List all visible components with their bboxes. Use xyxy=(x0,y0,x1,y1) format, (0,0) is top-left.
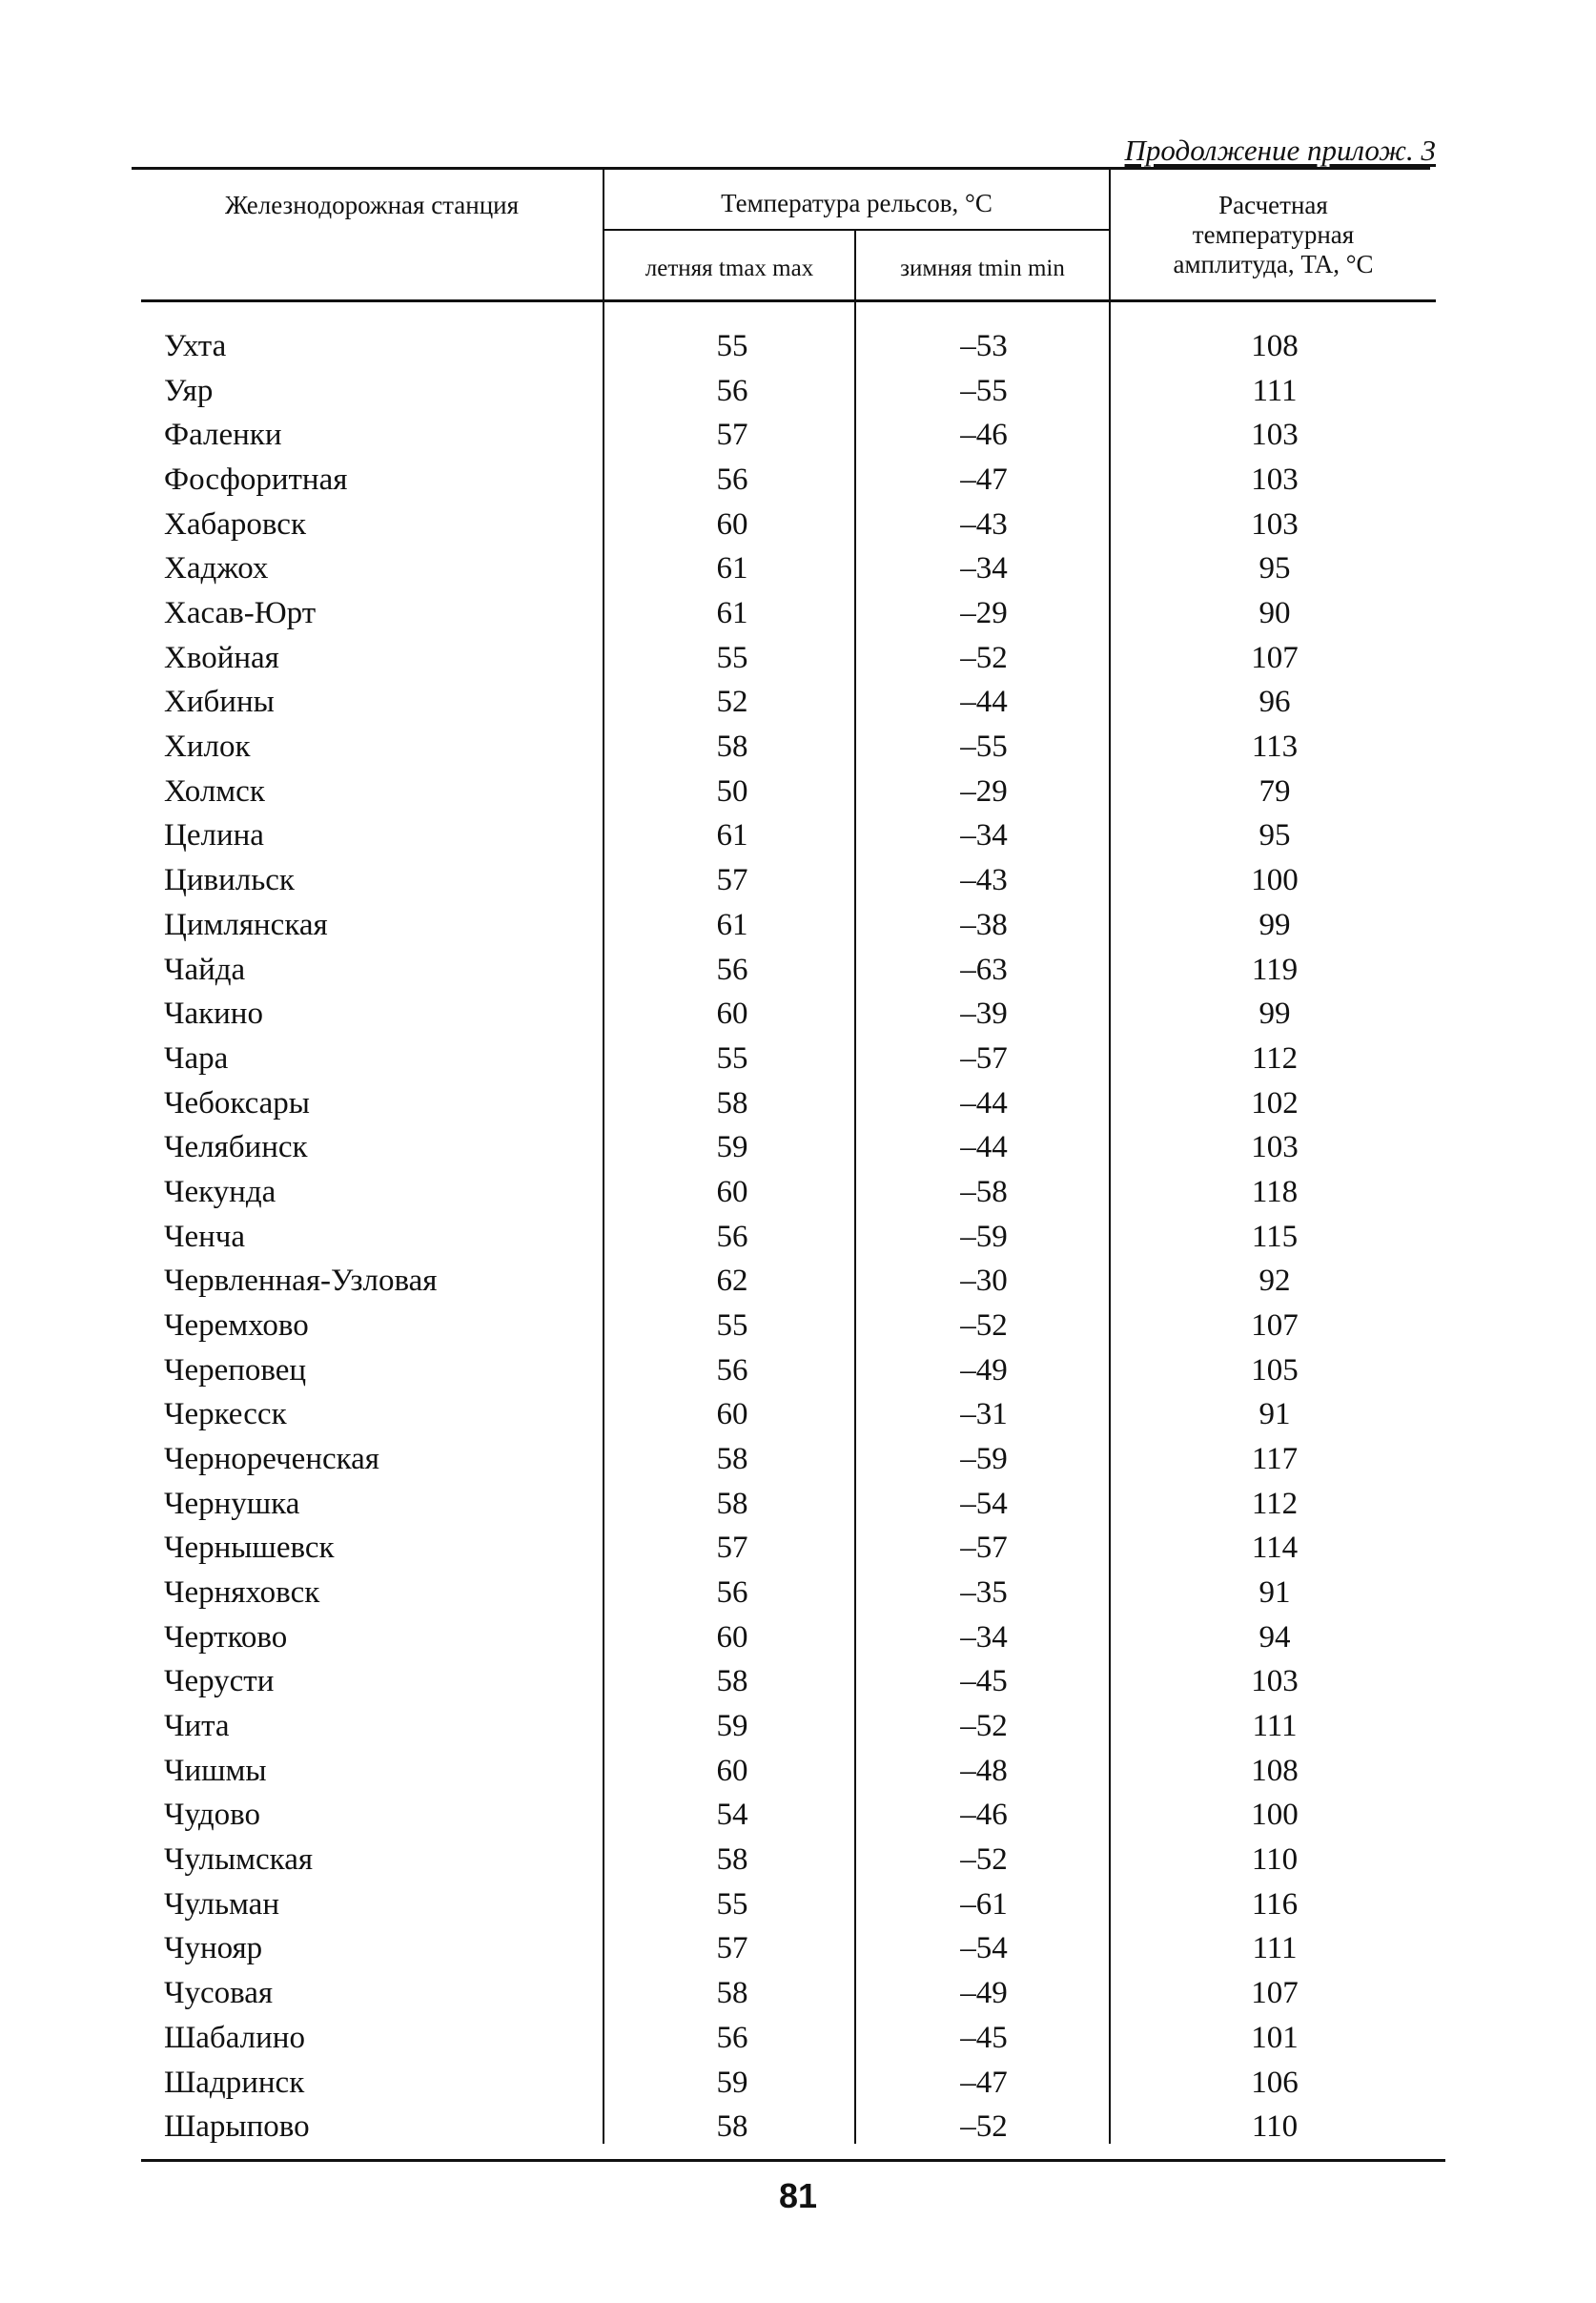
winter-temp-cell: –57 xyxy=(960,1040,1008,1076)
station-name-cell: Червленная-Узловая xyxy=(164,1264,438,1299)
station-name-cell: Хибины xyxy=(164,685,275,720)
table-row xyxy=(0,1793,1596,1838)
station-name-cell: Фосфоритная xyxy=(164,463,348,498)
winter-temp-cell: –61 xyxy=(960,1886,1008,1922)
station-name-cell: Черняховск xyxy=(164,1575,320,1611)
amplitude-cell: 117 xyxy=(1251,1442,1299,1476)
amplitude-cell: 103 xyxy=(1251,506,1299,542)
winter-temp-cell: –63 xyxy=(960,952,1008,987)
winter-temp-cell: –39 xyxy=(960,997,1008,1032)
header-rail-temperature: Температура рельсов, °С xyxy=(721,189,992,217)
winter-temp-cell: –44 xyxy=(960,685,1008,720)
table-bottom-rule xyxy=(141,2159,1445,2162)
station-name-cell: Шарыпово xyxy=(164,2109,310,2145)
table-row xyxy=(0,1659,1596,1704)
summer-temp-cell: 60 xyxy=(716,1619,748,1655)
amplitude-cell: 116 xyxy=(1251,1886,1299,1922)
amplitude-cell: 91 xyxy=(1258,1397,1291,1432)
station-name-cell: Чернореченская xyxy=(164,1442,379,1476)
summer-temp-cell: 62 xyxy=(716,1264,748,1299)
station-name-cell: Цимлянская xyxy=(164,907,328,942)
amplitude-cell: 95 xyxy=(1258,818,1291,853)
station-name-cell: Хаджох xyxy=(164,551,269,586)
amplitude-cell: 100 xyxy=(1251,863,1299,898)
station-name-cell: Чернушка xyxy=(164,1486,300,1521)
summer-temp-cell: 56 xyxy=(716,1219,748,1254)
winter-temp-cell: –47 xyxy=(960,463,1008,498)
amplitude-cell: 108 xyxy=(1251,1753,1299,1788)
winter-temp-cell: –57 xyxy=(960,1531,1008,1566)
amplitude-cell: 112 xyxy=(1251,1486,1299,1521)
summer-temp-cell: 58 xyxy=(716,1976,748,2011)
table-row xyxy=(0,369,1596,414)
summer-temp-cell: 56 xyxy=(716,463,748,498)
winter-temp-cell: –52 xyxy=(960,1842,1008,1878)
table-row xyxy=(0,770,1596,814)
summer-temp-cell: 59 xyxy=(716,1130,748,1165)
header-station: Железнодорожная станция xyxy=(224,191,520,219)
table-row xyxy=(0,1704,1596,1749)
table-row xyxy=(0,858,1596,903)
header-amplitude-line2: температурная xyxy=(1192,220,1355,250)
table-row xyxy=(0,1526,1596,1571)
table-row xyxy=(0,458,1596,503)
winter-temp-cell: –52 xyxy=(960,640,1008,675)
table-row xyxy=(0,1838,1596,1882)
summer-temp-cell: 57 xyxy=(716,418,748,453)
header-amplitude xyxy=(1111,191,1436,279)
amplitude-cell: 103 xyxy=(1251,1130,1299,1165)
summer-temp-cell: 61 xyxy=(716,907,748,942)
amplitude-cell: 108 xyxy=(1251,329,1299,363)
station-name-cell: Ченча xyxy=(164,1219,245,1254)
amplitude-cell: 79 xyxy=(1258,773,1291,809)
station-name-cell: Черкесск xyxy=(164,1397,287,1432)
amplitude-cell: 94 xyxy=(1258,1619,1291,1655)
winter-temp-cell: –54 xyxy=(960,1931,1008,1966)
summer-temp-cell: 59 xyxy=(716,2065,748,2100)
amplitude-cell: 110 xyxy=(1251,2109,1299,2145)
amplitude-cell: 105 xyxy=(1251,1352,1299,1388)
station-name-cell: Чульман xyxy=(164,1886,279,1922)
station-name-cell: Чертково xyxy=(164,1619,288,1655)
summer-temp-cell: 55 xyxy=(716,640,748,675)
station-name-cell: Черусти xyxy=(164,1664,275,1699)
station-name-cell: Чулымская xyxy=(164,1842,314,1878)
summer-temp-cell: 60 xyxy=(716,1753,748,1788)
summer-temp-cell: 56 xyxy=(716,1575,748,1611)
table-row xyxy=(0,1482,1596,1527)
summer-temp-cell: 52 xyxy=(716,685,748,720)
summer-temp-cell: 58 xyxy=(716,1085,748,1121)
winter-temp-cell: –52 xyxy=(960,1709,1008,1744)
station-name-cell: Челябинск xyxy=(164,1130,308,1165)
table-row xyxy=(0,1081,1596,1126)
summer-temp-cell: 55 xyxy=(716,329,748,363)
header-winter-label: зимняя tmin min xyxy=(900,256,1065,281)
summer-temp-cell: 58 xyxy=(716,2109,748,2145)
table-row xyxy=(0,1971,1596,2016)
table-header-rule xyxy=(141,299,1436,302)
table-row xyxy=(0,1304,1596,1348)
header-subrule xyxy=(603,229,1111,231)
station-name-cell: Шадринск xyxy=(164,2065,305,2100)
table-row xyxy=(0,992,1596,1037)
table-row xyxy=(0,813,1596,858)
winter-temp-cell: –53 xyxy=(960,329,1008,363)
table-row xyxy=(0,948,1596,993)
winter-temp-cell: –29 xyxy=(960,773,1008,809)
summer-temp-cell: 57 xyxy=(716,863,748,898)
station-name-cell: Цивильск xyxy=(164,863,295,898)
amplitude-cell: 101 xyxy=(1251,2020,1299,2055)
table-row xyxy=(0,503,1596,547)
amplitude-cell: 92 xyxy=(1258,1264,1291,1299)
summer-temp-cell: 61 xyxy=(716,818,748,853)
winter-temp-cell: –34 xyxy=(960,551,1008,586)
station-name-cell: Чернышевск xyxy=(164,1531,335,1566)
amplitude-cell: 113 xyxy=(1251,730,1299,765)
amplitude-cell: 114 xyxy=(1251,1531,1299,1566)
header-summer xyxy=(604,256,854,283)
amplitude-cell: 115 xyxy=(1251,1219,1299,1254)
table-row xyxy=(0,591,1596,636)
summer-temp-cell: 56 xyxy=(716,952,748,987)
amplitude-cell: 107 xyxy=(1251,1307,1299,1343)
summer-temp-cell: 61 xyxy=(716,551,748,586)
summer-temp-cell: 60 xyxy=(716,997,748,1032)
table-row xyxy=(0,1926,1596,1971)
winter-temp-cell: –54 xyxy=(960,1486,1008,1521)
amplitude-cell: 103 xyxy=(1251,418,1299,453)
winter-temp-cell: –31 xyxy=(960,1397,1008,1432)
table-row xyxy=(0,1037,1596,1081)
station-name-cell: Чита xyxy=(164,1709,230,1744)
amplitude-cell: 95 xyxy=(1258,551,1291,586)
station-name-cell: Чебоксары xyxy=(164,1085,310,1121)
table-row xyxy=(0,1437,1596,1482)
summer-temp-cell: 55 xyxy=(716,1886,748,1922)
amplitude-cell: 91 xyxy=(1258,1575,1291,1611)
winter-temp-cell: –45 xyxy=(960,1664,1008,1699)
winter-temp-cell: –35 xyxy=(960,1575,1008,1611)
station-name-cell: Целина xyxy=(164,818,264,853)
station-name-cell: Черемхово xyxy=(164,1307,309,1343)
station-name-cell: Хвойная xyxy=(164,640,279,675)
station-name-cell: Уяр xyxy=(164,373,214,408)
summer-temp-cell: 56 xyxy=(716,373,748,408)
table-row xyxy=(0,1348,1596,1393)
table-row xyxy=(0,903,1596,948)
winter-temp-cell: –49 xyxy=(960,1976,1008,2011)
winter-temp-cell: –34 xyxy=(960,1619,1008,1655)
summer-temp-cell: 56 xyxy=(716,2020,748,2055)
table-row xyxy=(0,2105,1596,2149)
winter-temp-cell: –59 xyxy=(960,1219,1008,1254)
winter-temp-cell: –45 xyxy=(960,2020,1008,2055)
station-name-cell: Ухта xyxy=(164,329,227,363)
amplitude-cell: 99 xyxy=(1258,997,1291,1032)
station-name-cell: Чакино xyxy=(164,997,263,1032)
table-top-rule xyxy=(132,167,1430,170)
station-name-cell: Чара xyxy=(164,1040,229,1076)
station-name-cell: Шабалино xyxy=(164,2020,305,2055)
amplitude-cell: 106 xyxy=(1251,2065,1299,2100)
summer-temp-cell: 50 xyxy=(716,773,748,809)
station-name-cell: Фаленки xyxy=(164,418,282,453)
winter-temp-cell: –58 xyxy=(960,1174,1008,1209)
amplitude-cell: 107 xyxy=(1251,640,1299,675)
header-amplitude-line1: Расчетная xyxy=(1218,191,1328,219)
winter-temp-cell: –48 xyxy=(960,1753,1008,1788)
table-row xyxy=(0,1215,1596,1260)
amplitude-cell: 90 xyxy=(1258,596,1291,631)
page-number: 81 xyxy=(778,2176,818,2215)
table-row xyxy=(0,1571,1596,1615)
table-row xyxy=(0,2016,1596,2061)
station-name-cell: Хабаровск xyxy=(164,506,306,542)
summer-temp-cell: 58 xyxy=(716,1664,748,1699)
amplitude-cell: 119 xyxy=(1251,952,1299,987)
continuation-caption: Продолжение прилож. 3 xyxy=(1124,134,1436,167)
summer-temp-cell: 59 xyxy=(716,1709,748,1744)
summer-temp-cell: 60 xyxy=(716,1174,748,1209)
summer-temp-cell: 58 xyxy=(716,1842,748,1878)
header-winter xyxy=(856,256,1109,283)
amplitude-cell: 107 xyxy=(1251,1976,1299,2011)
station-name-cell: Чайда xyxy=(164,952,246,987)
winter-temp-cell: –44 xyxy=(960,1085,1008,1121)
winter-temp-cell: –43 xyxy=(960,506,1008,542)
winter-temp-cell: –55 xyxy=(960,730,1008,765)
table-row xyxy=(0,1392,1596,1437)
station-name-cell: Чишмы xyxy=(164,1753,267,1788)
table-row xyxy=(0,680,1596,725)
amplitude-cell: 118 xyxy=(1251,1174,1299,1209)
amplitude-cell: 102 xyxy=(1251,1085,1299,1121)
summer-temp-cell: 58 xyxy=(716,1486,748,1521)
summer-temp-cell: 60 xyxy=(716,506,748,542)
table-row xyxy=(0,413,1596,458)
table-row xyxy=(0,324,1596,369)
header-amplitude-line3: амплитуда, TA, °С xyxy=(1173,250,1374,279)
winter-temp-cell: –43 xyxy=(960,863,1008,898)
amplitude-cell: 111 xyxy=(1252,1931,1298,1966)
table-row xyxy=(0,1125,1596,1170)
amplitude-cell: 99 xyxy=(1258,907,1291,942)
summer-temp-cell: 60 xyxy=(716,1397,748,1432)
table-row xyxy=(0,1259,1596,1304)
station-name-cell: Хасав-Юрт xyxy=(164,596,317,631)
winter-temp-cell: –49 xyxy=(960,1352,1008,1388)
summer-temp-cell: 58 xyxy=(716,730,748,765)
winter-temp-cell: –30 xyxy=(960,1264,1008,1299)
winter-temp-cell: –29 xyxy=(960,596,1008,631)
winter-temp-cell: –52 xyxy=(960,2109,1008,2145)
winter-temp-cell: –47 xyxy=(960,2065,1008,2100)
winter-temp-cell: –46 xyxy=(960,418,1008,453)
table-row xyxy=(0,1615,1596,1660)
summer-temp-cell: 57 xyxy=(716,1931,748,1966)
amplitude-cell: 111 xyxy=(1252,373,1298,408)
station-name-cell: Череповец xyxy=(164,1352,307,1388)
amplitude-cell: 110 xyxy=(1251,1842,1299,1878)
summer-temp-cell: 54 xyxy=(716,1798,748,1833)
summer-temp-cell: 55 xyxy=(716,1307,748,1343)
winter-temp-cell: –38 xyxy=(960,907,1008,942)
amplitude-cell: 103 xyxy=(1251,463,1299,498)
station-name-cell: Чекунда xyxy=(164,1174,276,1209)
winter-temp-cell: –55 xyxy=(960,373,1008,408)
amplitude-cell: 103 xyxy=(1251,1664,1299,1699)
amplitude-cell: 112 xyxy=(1251,1040,1299,1076)
amplitude-cell: 111 xyxy=(1252,1709,1298,1744)
table-row xyxy=(0,1749,1596,1794)
table-row xyxy=(0,725,1596,770)
winter-temp-cell: –44 xyxy=(960,1130,1008,1165)
table-row xyxy=(0,546,1596,591)
amplitude-cell: 96 xyxy=(1258,685,1291,720)
station-name-cell: Хилок xyxy=(164,730,251,765)
header-summer-label: летняя tmax max xyxy=(645,256,814,281)
station-name-cell: Холмск xyxy=(164,773,265,809)
summer-temp-cell: 58 xyxy=(716,1442,748,1476)
summer-temp-cell: 61 xyxy=(716,596,748,631)
winter-temp-cell: –46 xyxy=(960,1798,1008,1833)
winter-temp-cell: –34 xyxy=(960,818,1008,853)
winter-temp-cell: –52 xyxy=(960,1307,1008,1343)
summer-temp-cell: 56 xyxy=(716,1352,748,1388)
station-name-cell: Чунояр xyxy=(164,1931,263,1966)
amplitude-cell: 100 xyxy=(1251,1798,1299,1833)
winter-temp-cell: –59 xyxy=(960,1442,1008,1476)
station-name-cell: Чудово xyxy=(164,1798,261,1833)
summer-temp-cell: 57 xyxy=(716,1531,748,1566)
table-row xyxy=(0,1170,1596,1215)
station-name-cell: Чусовая xyxy=(164,1976,274,2011)
table-row xyxy=(0,2061,1596,2106)
table-row xyxy=(0,636,1596,681)
summer-temp-cell: 55 xyxy=(716,1040,748,1076)
table-row xyxy=(0,1882,1596,1927)
